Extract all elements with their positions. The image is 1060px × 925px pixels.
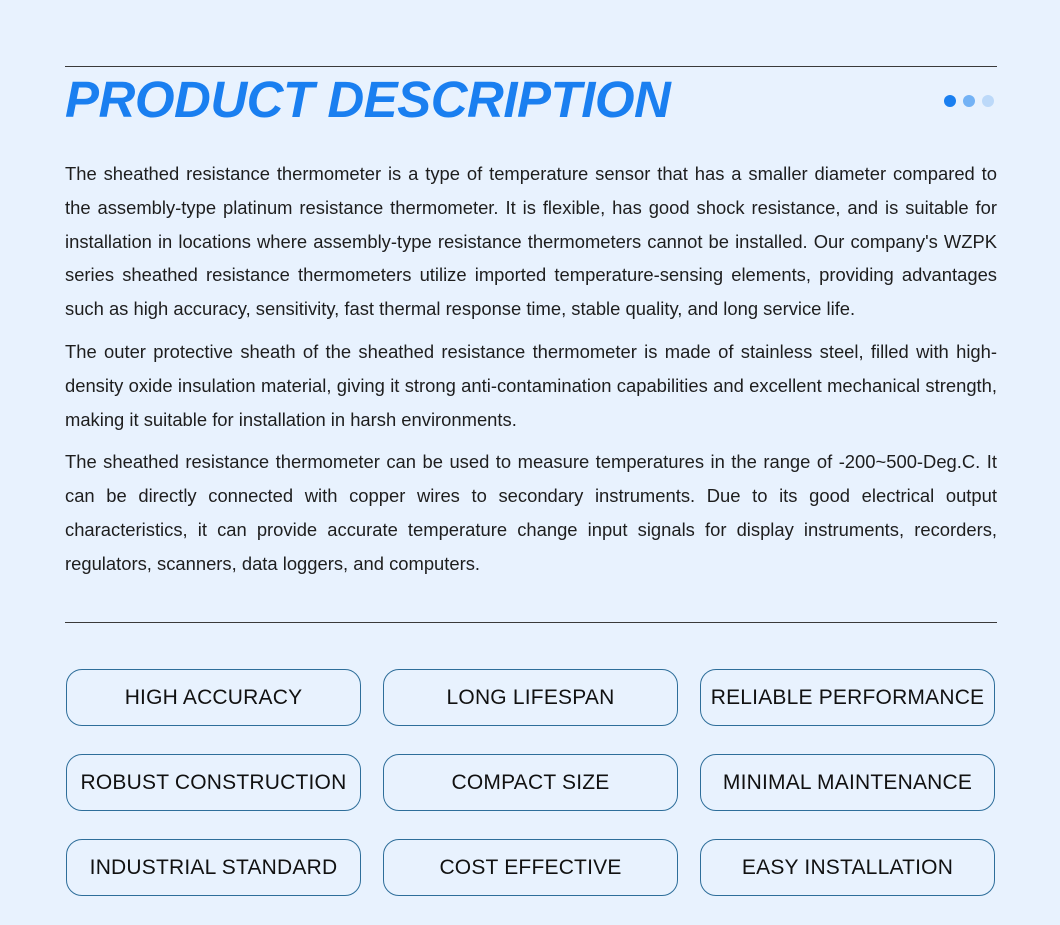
feature-tag-cost-effective: COST EFFECTIVE xyxy=(383,839,678,896)
carousel-dots xyxy=(944,95,994,108)
page-title: PRODUCT DESCRIPTION xyxy=(65,71,671,128)
feature-tag-minimal-maintenance: MINIMAL MAINTENANCE xyxy=(700,754,995,811)
feature-tag-high-accuracy: HIGH ACCURACY xyxy=(66,669,361,726)
description-paragraph-1: The sheathed resistance thermometer is a type of temperature sensor that has a smaller diameter compared to the assembly-type platinum resistance thermometer. It is flexible, has good shock resistance, and is suitable for installation in locations where assembly-type resistance thermometers cannot be installed. Our company's WZPK series sheathed resistance thermometers utilize imported temperature-sensing elements, providing advantages such as high accuracy, sensitivity, fast thermal response time, stable quality, and long service life. xyxy=(65,163,997,320)
bottom-divider xyxy=(65,622,997,623)
feature-grid xyxy=(66,669,996,896)
feature-tag-easy-installation: EASY INSTALLATION xyxy=(700,839,995,896)
description-paragraph-3: The sheathed resistance thermometer can be used to measure temperatures in the range of -200~500-Deg.C. It can be directly connected with copper wires to secondary instruments. Due to its good electrical output characteristics, it can provide accurate temperature change input signals for display instruments, recorders, regulators, scanners, data loggers, and computers. xyxy=(65,451,997,574)
feature-tag-compact-size: COMPACT SIZE xyxy=(383,754,678,811)
dot-icon-2 xyxy=(963,95,975,107)
feature-tag-reliable-performance: RELIABLE PERFORMANCE xyxy=(700,669,995,726)
dot-icon-1 xyxy=(944,95,956,107)
feature-tag-industrial-standard: INDUSTRIAL STANDARD xyxy=(66,839,361,896)
dot-icon-3 xyxy=(982,95,994,107)
top-divider xyxy=(65,66,997,67)
product-description xyxy=(65,157,997,590)
feature-tag-long-lifespan: LONG LIFESPAN xyxy=(383,669,678,726)
description-paragraph-2: The outer protective sheath of the sheathed resistance thermometer is made of stainless steel, filled with high-density oxide insulation material, giving it strong anti-contamination capabilities and excellent mechanical strength, making it suitable for installation in harsh environments. xyxy=(65,340,997,430)
feature-tag-robust-construction: ROBUST CONSTRUCTION xyxy=(66,754,361,811)
